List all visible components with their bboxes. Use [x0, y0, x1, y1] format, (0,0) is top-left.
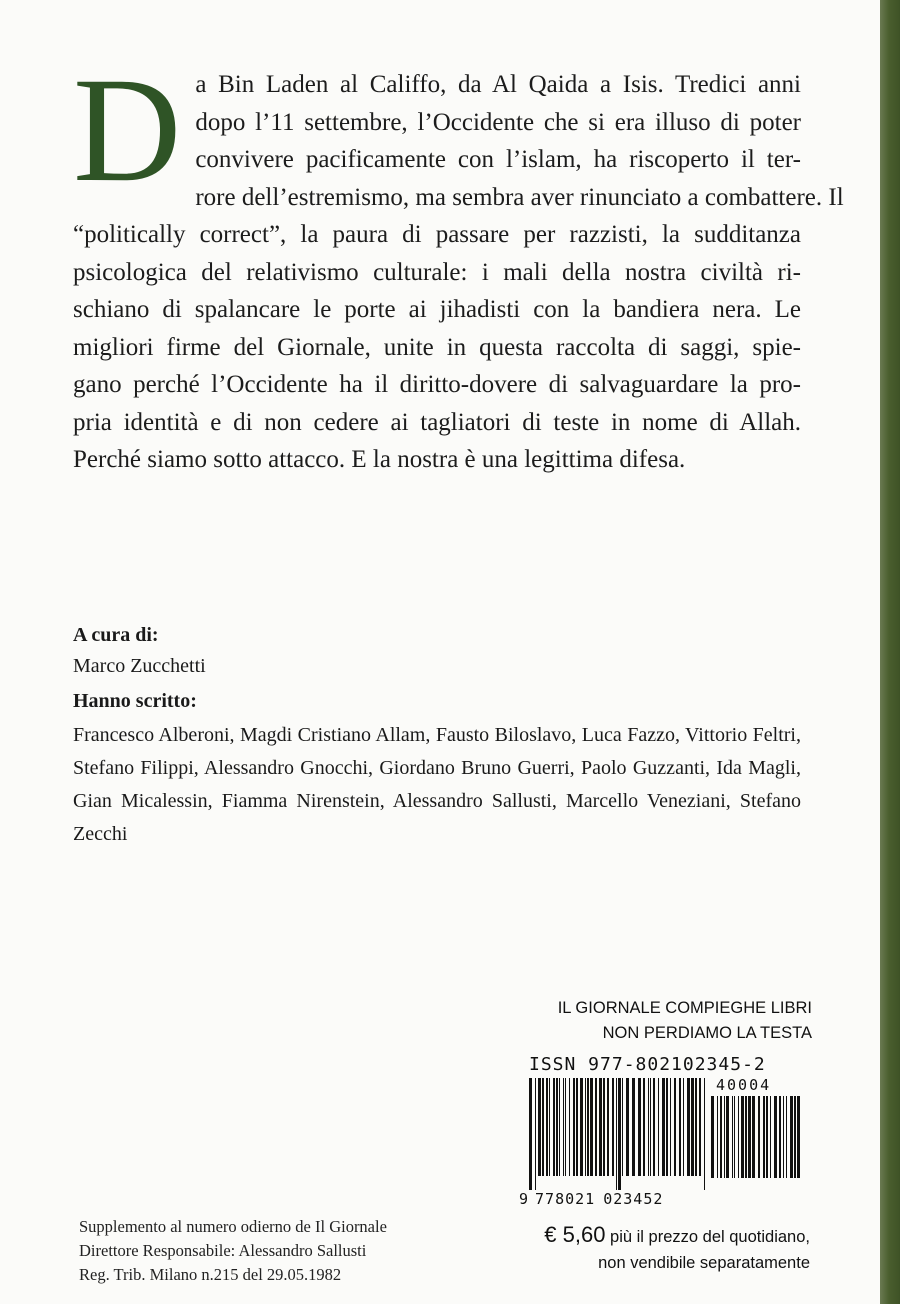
- barcode-bar: [603, 1078, 605, 1176]
- blurb-line: a Bin Laden al Califfo, da Al Qaida a Isis. Tredici anni: [195, 71, 801, 98]
- barcode-bar: [546, 1078, 548, 1176]
- barcode-bar: [763, 1096, 765, 1178]
- barcode-bar: [726, 1096, 729, 1178]
- barcode-bar: [653, 1078, 655, 1176]
- price-block: [516, 1222, 810, 1276]
- barcode-bar: [748, 1096, 751, 1178]
- barcode-addon-bars: [711, 1096, 801, 1192]
- blurb-text: [73, 47, 844, 479]
- barcode-bar: [585, 1078, 586, 1176]
- contributors-list: Francesco Alberoni, Magdi Cristiano Allam, Fausto Biloslavo, Luca Fazzo, Vittorio Feltri, Stefano Filippi, Alessandro Gnocchi, Giordano Bruno Guerri, Paolo Guzzanti, Ida Magli, Gian Micalessin, Fiamma Nirenstein, Alessandro Sallusti, Marcello Veneziani, Stefano Zecchi: [73, 724, 801, 845]
- price-amount: € 5,60: [544, 1222, 606, 1247]
- contributors-heading: Hanno scritto:: [73, 690, 197, 712]
- barcode-bar: [616, 1078, 617, 1190]
- barcode-bar: [783, 1096, 784, 1178]
- blurb-line: psicologica del relativismo culturale: i mali della nostra civiltà ri-: [73, 258, 801, 286]
- legal-notice: [79, 1215, 499, 1287]
- blurb-line: convivere pacificamente con l’islam, ha riscoperto il ter-: [195, 146, 801, 173]
- barcode-bar: [538, 1078, 541, 1176]
- blurb-line: schiano di spalancare le porte ai jihadisti con la bandiera nera. Le: [73, 296, 801, 323]
- blurb-line: Perché siamo sotto attacco. E la nostra è una legittima difesa.: [73, 446, 686, 473]
- barcode-bar: [607, 1078, 609, 1176]
- barcode-bar: [658, 1078, 659, 1176]
- barcode-main-bars: [529, 1078, 707, 1190]
- barcode-bar: [549, 1078, 550, 1176]
- barcode-bar: [758, 1096, 760, 1178]
- legal-line-1: Supplemento al numero odierno de Il Giornale: [79, 1217, 387, 1236]
- barcode-bar: [741, 1096, 744, 1178]
- barcode-bar: [779, 1096, 781, 1178]
- barcode-bar: [563, 1078, 564, 1176]
- barcode-bar: [590, 1078, 593, 1176]
- barcode-bar: [612, 1078, 614, 1176]
- barcode-bar: [535, 1078, 536, 1190]
- barcode-addon-number: 40004: [716, 1076, 772, 1094]
- barcode-bar: [717, 1096, 718, 1178]
- barcode-bar: [774, 1096, 777, 1178]
- barcode-bar: [662, 1078, 665, 1176]
- barcode-bar: [790, 1096, 793, 1178]
- barcode-bar: [670, 1078, 671, 1176]
- blurb-line: rore dell’estremismo, ma sembra aver rinunciato a combattere. Il: [195, 183, 844, 211]
- barcode-bar: [752, 1096, 755, 1178]
- barcode-bar: [595, 1078, 597, 1176]
- issn-number: ISSN 977-802102345-2: [529, 1054, 766, 1075]
- price-line-1: [516, 1222, 810, 1250]
- barcode-bar: [556, 1078, 558, 1176]
- barcode-bar: [569, 1078, 570, 1176]
- barcode-bar: [732, 1096, 733, 1178]
- blurb-paragraph: [73, 47, 844, 479]
- barcode-bar: [738, 1096, 739, 1178]
- barcode-bar: [553, 1078, 555, 1176]
- barcode-bar: [650, 1078, 651, 1176]
- barcode-bar: [766, 1096, 768, 1178]
- barcode-bar: [711, 1096, 714, 1178]
- barcode-bar: [704, 1078, 705, 1190]
- barcode-bar: [699, 1078, 701, 1176]
- barcode-bar: [770, 1096, 771, 1178]
- barcode-bar: [643, 1078, 645, 1176]
- legal-line-2: Direttore Responsabile: Alessandro Sallusti: [79, 1241, 367, 1260]
- series-info: [520, 996, 812, 1046]
- legal-line-3: Reg. Trib. Milano n.215 del 29.05.1982: [79, 1265, 342, 1284]
- barcode-bar: [632, 1078, 635, 1176]
- barcode-bar: [695, 1078, 697, 1176]
- barcode-bar: [679, 1078, 681, 1176]
- series-line-2: NON PERDIAMO LA TESTA: [602, 1024, 812, 1042]
- barcode-bar: [622, 1078, 623, 1176]
- barcode-bar: [559, 1078, 560, 1176]
- blurb-line: gano perché l’Occidente ha il diritto-dovere di salvaguardare la pro-: [73, 371, 801, 398]
- barcode: [519, 1054, 807, 1210]
- price-line-2: non vendibile separatamente: [598, 1254, 810, 1272]
- barcode-bar: [674, 1078, 676, 1176]
- drop-cap: D: [73, 47, 182, 213]
- blurb-line: “politically correct”, la paura di passare per razzisti, la sudditanza: [73, 221, 801, 248]
- barcode-bar: [587, 1078, 589, 1176]
- ean-digits: [519, 1190, 663, 1208]
- barcode-bar: [683, 1078, 684, 1176]
- barcode-bar: [786, 1096, 787, 1178]
- barcode-bar: [576, 1078, 578, 1176]
- barcode-bar: [724, 1096, 725, 1178]
- barcode-bar: [666, 1078, 668, 1176]
- barcode-bar: [599, 1078, 602, 1176]
- barcode-bar: [529, 1078, 532, 1190]
- barcode-bar: [542, 1078, 544, 1176]
- spine-edge: [880, 0, 900, 1304]
- ean-right-digits: 023452: [603, 1190, 664, 1208]
- barcode-bar: [687, 1078, 690, 1176]
- ean-left-digits: 778021: [535, 1190, 596, 1208]
- barcode-bar: [626, 1078, 629, 1176]
- blurb-line: pria identità e di non cedere ai tagliatori di teste in nome di Allah.: [73, 408, 801, 436]
- barcode-bar: [797, 1096, 800, 1178]
- barcode-bar: [745, 1096, 747, 1178]
- barcode-bar: [691, 1078, 694, 1176]
- barcode-bar: [580, 1078, 583, 1176]
- barcode-bar: [648, 1078, 649, 1176]
- blurb-line: dopo l’11 settembre, l’Occidente che si era illuso di poter: [195, 108, 801, 136]
- barcode-bar: [618, 1078, 621, 1190]
- blurb-line: migliori firme del Giornale, unite in questa raccolta di saggi, spie-: [73, 333, 801, 361]
- editor-name: Marco Zucchetti: [73, 655, 206, 677]
- ean-first-digit: 9: [519, 1190, 530, 1208]
- barcode-bar: [565, 1078, 566, 1176]
- editor-heading: A cura di:: [73, 624, 159, 646]
- barcode-bar: [794, 1096, 796, 1178]
- barcode-bar: [720, 1096, 722, 1178]
- price-suffix: più il prezzo del quotidiano,: [605, 1228, 810, 1246]
- barcode-bar: [734, 1096, 735, 1178]
- barcode-bar: [573, 1078, 575, 1176]
- series-line-1: IL GIORNALE COMPIEGHE LIBRI: [557, 999, 812, 1017]
- barcode-bar: [638, 1078, 641, 1176]
